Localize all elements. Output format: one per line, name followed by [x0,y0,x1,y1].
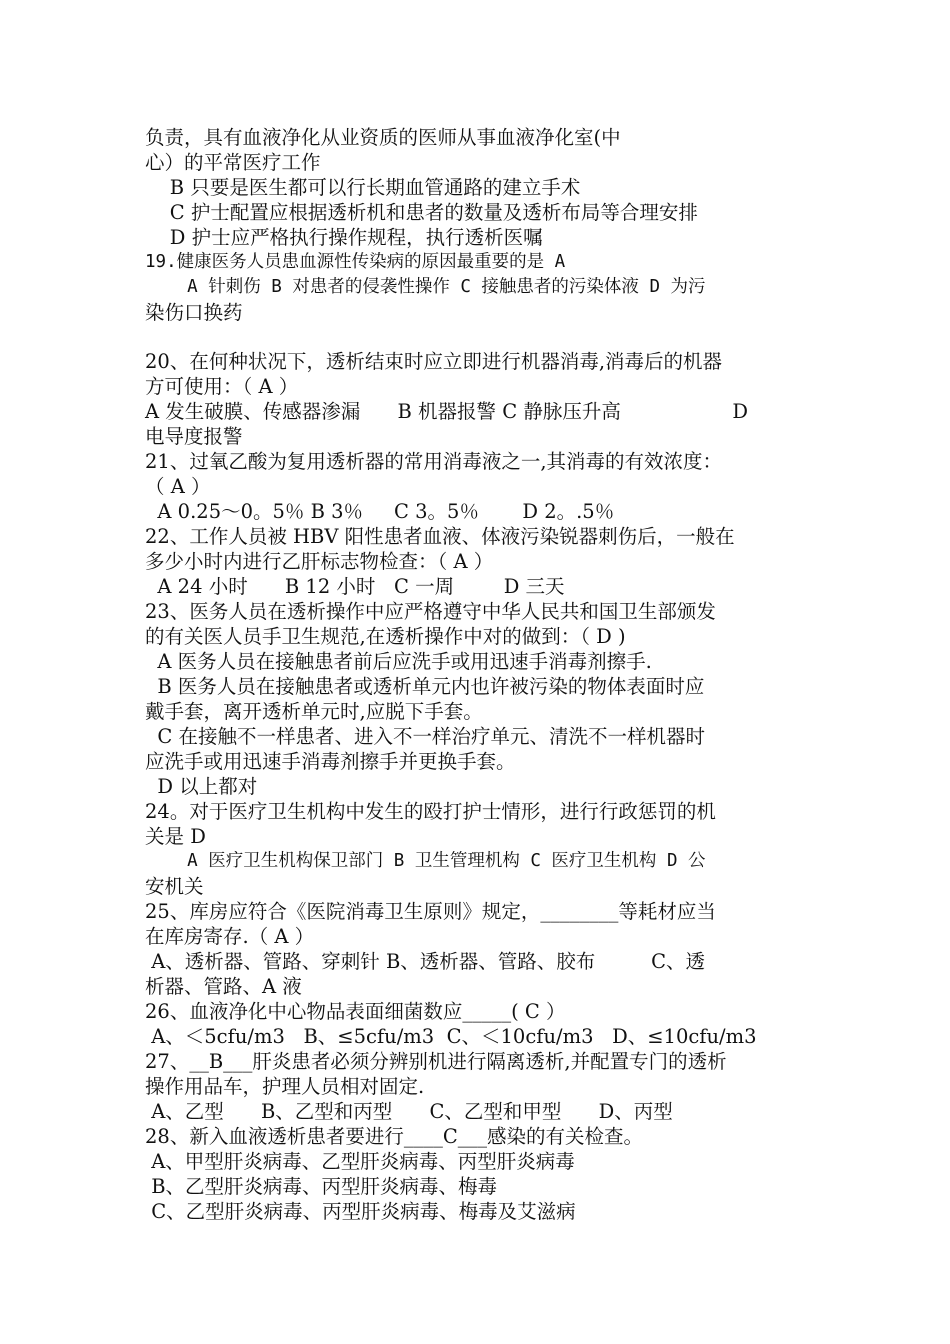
text-line: B、乙型肝炎病毒、丙型肝炎病毒、梅毒 [145,1175,498,1198]
question-21: 21、过氧乙酸为复用透析器的常用消毒液之一,其消毒的有效浓度： [145,450,723,473]
text-line: B 只要是医生都可以行长期血管通路的建立手术 [145,176,581,199]
question-19: 19.健康医务人员患血源性传染病的原因最重要的是 A [145,252,566,272]
text-line: 在库房寄存.（ A ） [145,925,315,948]
text-line: C 在接触不一样患者、进入不一样治疗单元、清洗不一样机器时 [145,725,706,748]
text-line: A、甲型肝炎病毒、乙型肝炎病毒、丙型肝炎病毒 [145,1150,575,1173]
text-line: A 针刺伤 B 对患者的侵袭性操作 C 接触患者的污染体液 D 为污 [145,277,706,297]
question-27: 27、__B___肝炎患者必须分辨别机进行隔离透析,并配置专门的透析 [145,1050,727,1073]
text-line: 心）的平常医疗工作 [145,151,321,174]
text-line: D 以上都对 [145,775,258,798]
text-line: 应洗手或用迅速手消毒剂擦手并更换手套。 [145,750,516,773]
text-line: 染伤口换药 [145,301,243,324]
text-line: 电导度报警 [145,425,243,448]
text-line: A 0.25～0。5％ B 3％ C 3。5％ D 2。.5％ [145,500,615,523]
text-line: C、乙型肝炎病毒、丙型肝炎病毒、梅毒及艾滋病 [145,1200,576,1223]
text-line: 负责，具有血液净化从业资质的医师从事血液净化室(中 [145,126,621,149]
text-line: 操作用品车，护理人员相对固定. [145,1075,425,1098]
text-line: B 医务人员在接触患者或透析单元内也许被污染的物体表面时应 [145,675,705,698]
text-line: A、乙型 B、乙型和丙型 C、乙型和甲型 D、丙型 [145,1100,673,1123]
question-26: 26、血液净化中心物品表面细菌数应_____( C ） [145,1000,566,1023]
text-line: 的有关医人员手卫生规范,在透析操作中对的做到：（ D ) [145,625,626,648]
text-line: A 24 小时 B 12 小时 C 一周 D 三天 [145,575,565,598]
text-line: （ A ） [145,475,211,498]
text-line: A、＜5cfu/m3 B、≤5cfu/m3 C、＜10cfu/m3 D、≤10cfu/m3 [145,1025,757,1048]
text-line: 关是 D [145,825,206,848]
text-line: A 医务人员在接触患者前后应洗手或用迅速手消毒剂擦手. [145,650,652,673]
text-line: 安机关 [145,875,204,898]
text-line: C 护士配置应根据透析机和患者的数量及透析布局等合理安排 [145,201,698,224]
text-line: D 护士应严格执行操作规程，执行透析医嘱 [145,226,543,249]
question-28: 28、新入血液透析患者要进行____C___感染的有关检查。 [145,1125,643,1148]
text-line: A、透析器、管路、穿刺针 B、透析器、管路、胶布 C、透 [145,950,706,973]
question-24: 24。对于医疗卫生机构中发生的殴打护士情形，进行行政惩罚的机 [145,800,716,823]
text-line: 多少小时内进行乙肝标志物检查：（ A ） [145,550,494,573]
question-20: 20、在何种状况下，透析结束时应立即进行机器消毒,消毒后的机器 [145,350,723,373]
text-line: 析器、管路、A 液 [145,975,302,998]
question-25: 25、库房应符合《医院消毒卫生原则》规定，________等耗材应当 [145,900,716,923]
text-line: 戴手套，离开透析单元时,应脱下手套。 [145,700,483,723]
text-line: A 医疗卫生机构保卫部门 B 卫生管理机构 C 医疗卫生机构 D 公 [145,851,706,871]
text-line: 方可使用：（ A ） [145,375,299,398]
text-line: A 发生破膜、传感器渗漏 B 机器报警 C 静脉压升高 D [145,400,749,423]
question-23: 23、医务人员在透析操作中应严格遵守中华人民共和国卫生部颁发 [145,600,716,623]
question-22: 22、工作人员被 HBV 阳性患者血液、体液污染锐器刺伤后，一般在 [145,525,735,548]
